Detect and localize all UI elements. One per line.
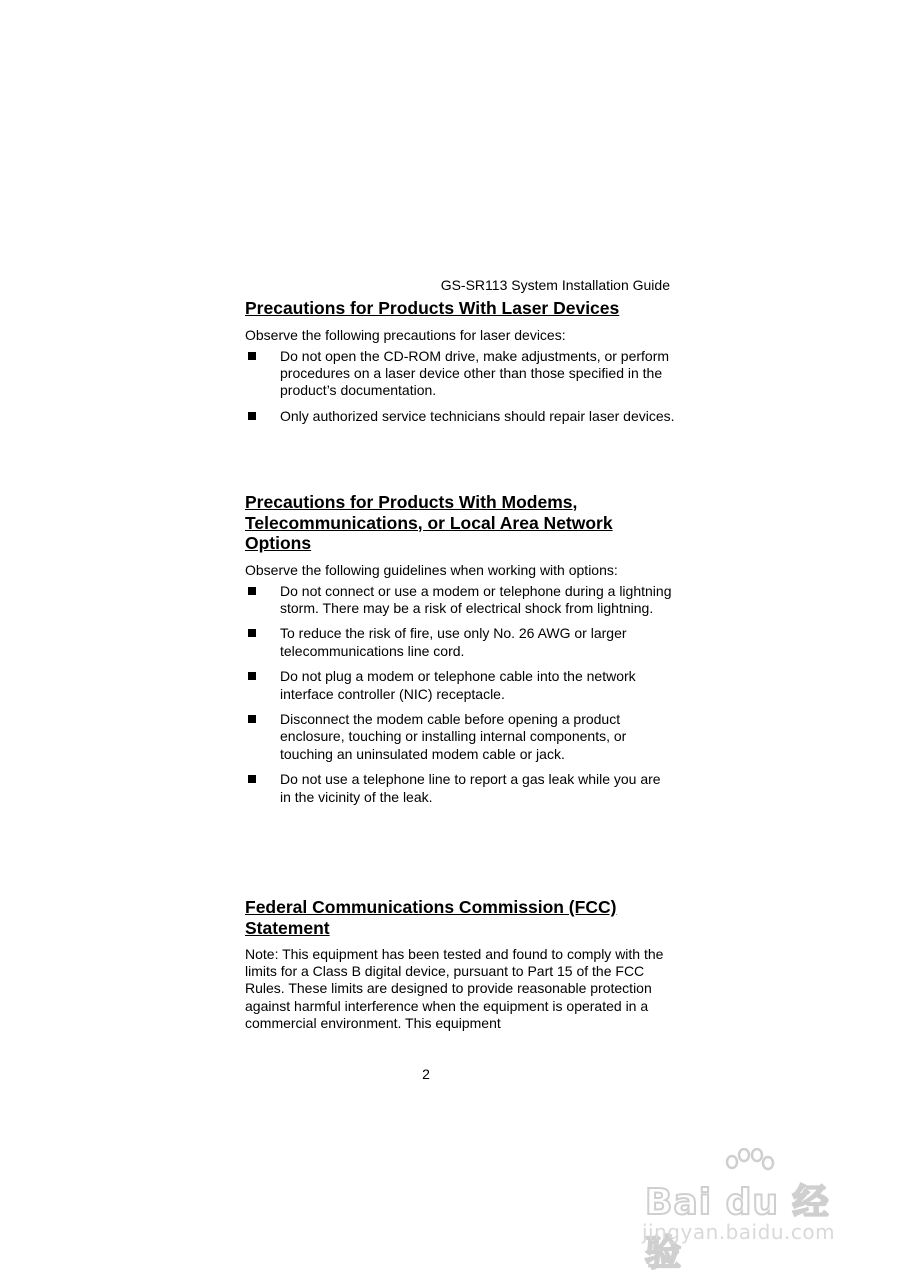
list-item: [245, 711, 675, 763]
list-item: [245, 348, 675, 400]
bullet-text: Do not use a telephone line to report a gas leak while you are in the vicinity of the leak.: [280, 771, 661, 805]
title-line: Precautions for Products With Modems,: [245, 492, 578, 512]
square-bullet-icon: [248, 775, 256, 783]
section-modem-precautions: [245, 492, 675, 814]
bullet-text: Do not plug a modem or telephone cable into the network interface controller (NIC) receptacle.: [280, 668, 636, 702]
bullet-text: To reduce the risk of fire, use only No. 26 AWG or larger telecommunications line cord.: [280, 625, 627, 659]
section-intro-laser: Observe the following precautions for laser devices:: [245, 326, 566, 343]
section-title-modem: [245, 492, 675, 554]
section-laser-precautions: [245, 298, 675, 433]
watermark-logo-text: Bai du 经验: [645, 1182, 830, 1274]
square-bullet-icon: [248, 412, 256, 420]
section-title-laser: Precautions for Products With Laser Devices: [245, 298, 620, 318]
watermark-url: jingyan.baidu.com: [642, 1220, 836, 1244]
page-number: [0, 1066, 904, 1082]
title-line: Options: [245, 533, 312, 553]
bullet-text: Disconnect the modem cable before opening a product enclosure, touching or installing internal components, or touching an uninsulated modem cable or jack.: [280, 711, 627, 762]
list-item: [245, 583, 675, 617]
page-number-text: 2: [422, 1066, 430, 1082]
square-bullet-icon: [248, 587, 256, 595]
bullet-text: Only authorized service technicians should repair laser devices.: [280, 407, 675, 424]
fcc-note-paragraph: Note: This equipment has been tested and found to comply with the limits for a Class B digital device, pursuant to Part 15 of the FCC Rules. These limits are designed to provide reasonable protection against harmful interference when the equipment is operated in a commercial environment. This equipment: [245, 946, 664, 1031]
running-header: GS-SR113 System Installation Guide: [440, 277, 670, 293]
section-intro-modem: Observe the following guidelines when working with options:: [245, 561, 618, 578]
list-item: [245, 771, 675, 805]
square-bullet-icon: [248, 629, 256, 637]
square-bullet-icon: [248, 672, 256, 680]
section-fcc-statement: [245, 897, 675, 1032]
square-bullet-icon: [248, 352, 256, 360]
bullet-list-laser: [245, 348, 675, 425]
title-line: Statement: [245, 917, 330, 938]
bullet-list-modem: [245, 583, 675, 806]
list-item: [245, 625, 675, 659]
baidu-watermark: [640, 1148, 855, 1274]
title-line: Telecommunications, or Local Area Network: [245, 512, 613, 533]
list-item: [245, 408, 675, 425]
square-bullet-icon: [248, 715, 256, 723]
list-item: [245, 668, 675, 702]
bullet-text: Do not connect or use a modem or telephone during a lightning storm. There may be a risk of electrical shock from lightning.: [280, 582, 672, 616]
section-title-fcc: [245, 897, 675, 938]
title-line: Federal Communications Commission (FCC): [245, 897, 617, 917]
bullet-text: Do not open the CD-ROM drive, make adjustments, or perform procedures on a laser device other than those specified in the product’s documentation.: [280, 347, 670, 398]
